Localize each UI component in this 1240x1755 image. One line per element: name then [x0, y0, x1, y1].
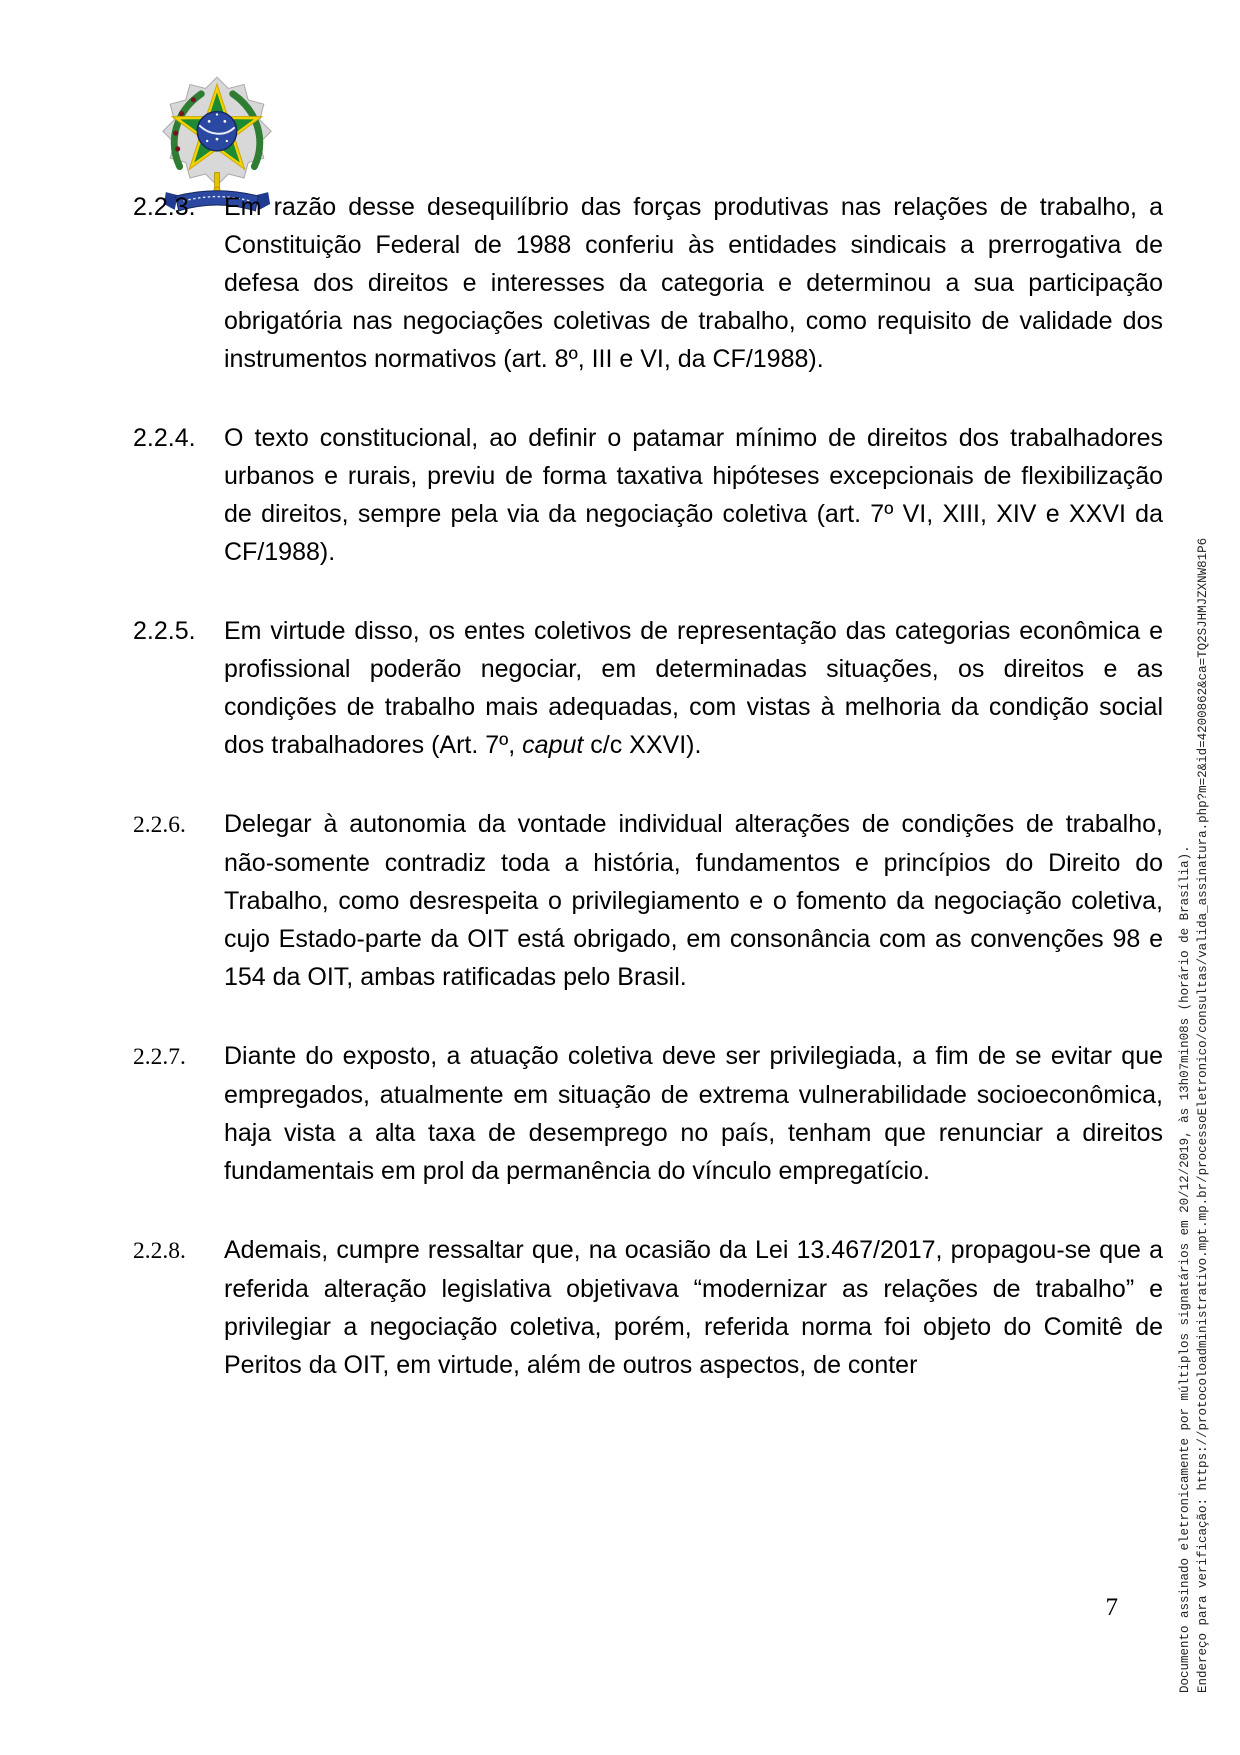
paragraph-number: 2.2.6.	[133, 812, 186, 838]
paragraph-2.2.6	[133, 805, 1163, 996]
paragraph-2.2.5	[133, 612, 1163, 764]
paragraph-text: Ademais, cumpre ressaltar que, na ocasião da Lei 13.467/2017, propagou-se que a referida alteração legislativa objetivava “modernizar as relações de trabalho” e privilegiar a negociação coletiva, porém, referida norma foi objeto do Comitê de Peritos da OIT, em virtude, além de outros aspectos, de conter	[224, 1236, 1163, 1379]
paragraph-number: 2.2.7.	[133, 1044, 186, 1070]
paragraph-2.2.8	[133, 1231, 1163, 1384]
paragraph-text: Em razão desse desequilíbrio das forças produtivas nas relações de trabalho, a Constituição Federal de 1988 conferiu às entidades sindicais a prerrogativa de defesa dos direitos e interesses da categoria e determinou a sua participação obrigatória nas negociações coletivas de trabalho, como requisito de validade dos instrumentos normativos (art. 8º, III e VI, da CF/1988).	[224, 193, 1163, 373]
paragraph-text: c/c XXVI).	[583, 731, 702, 759]
paragraph-2.2.7	[133, 1037, 1163, 1190]
paragraph-text: Em virtude disso, os entes coletivos de representação das categorias econômica e profissional poderão negociar, em determinadas situações, os direitos e as condições de trabalho mais adequadas, com vistas à melhoria da condição social dos trabalhadores (Art. 7º,	[224, 617, 1163, 759]
paragraph-number: 2.2.4.	[133, 424, 196, 452]
paragraph-2.2.3	[133, 188, 1163, 378]
paragraph-2.2.4	[133, 419, 1163, 571]
paragraph-text: caput	[522, 731, 584, 759]
paragraph-number: 2.2.3.	[133, 193, 196, 221]
page-number: 7	[1105, 1594, 1118, 1621]
signature-stamp-line: Documento assinado eletronicamente por múltiplos signatários em 20/12/2019, às 13h07min08s (horário de Brasília).	[1178, 845, 1192, 1693]
paragraph-text: Diante do exposto, a atuação coletiva deve ser privilegiada, a fim de se evitar que empregados, atualmente em situação de extrema vulnerabilidade socioeconômica, haja vista a alta taxa de desemprego no país, tenham que renunciar a direitos fundamentais em prol da permanência do vínculo empregatício.	[224, 1042, 1163, 1185]
paragraph-text: O texto constitucional, ao definir o patamar mínimo de direitos dos trabalhadores urbanos e rurais, previu de forma taxativa hipóteses excepcionais de flexibilização de direitos, sempre pela via da negociação coletiva (art. 7º VI, XIII, XIV e XXVI da CF/1988).	[224, 424, 1163, 566]
paragraph-number: 2.2.5.	[133, 617, 196, 645]
verification-url-line: Endereço para verificação: https://protocoloadministrativo.mpt.mp.br/processoEletronico/consultas/valida_assinatura.php?m=2&id=4200862&ca=TQ2SJHMJZXNW81P6	[1196, 537, 1210, 1693]
paragraph-text: Delegar à autonomia da vontade individual alterações de condições de trabalho, não-somente contradiz toda a história, fundamentos e princípios do Direito do Trabalho, como desrespeita o privilegiamento e o fomento da negociação coletiva, cujo Estado-parte da OIT está obrigado, em consonância com as convenções 98 e 154 da OIT, ambas ratificadas pelo Brasil.	[224, 810, 1163, 991]
paragraph-number: 2.2.8.	[133, 1238, 186, 1264]
document-body	[133, 188, 1163, 1425]
